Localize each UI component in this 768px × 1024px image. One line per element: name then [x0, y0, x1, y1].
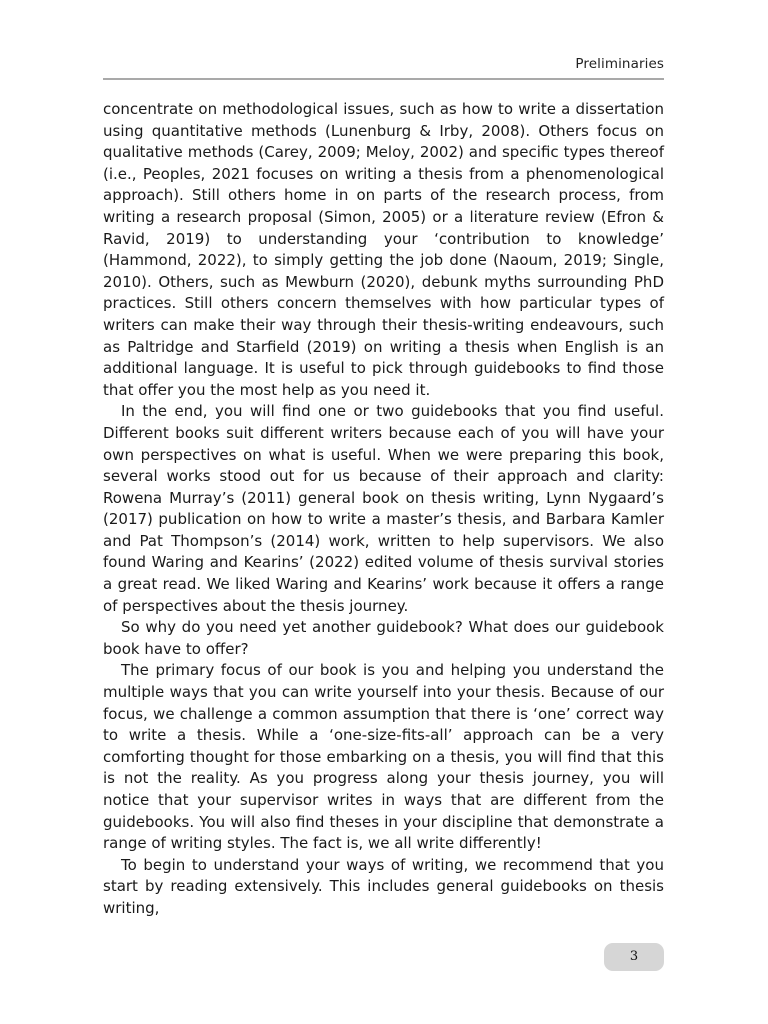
- paragraph-guidebooks: In the end, you will find one or two guidebooks that you find useful. Different books suit different writers because each of you will have your own perspectives on what is useful. When we were preparing this book, several works stood out for us because of their approach and clarity: Rowena Murray’s (2011) general book on thesis writing, Lynn Nygaard’s (2017) publication on how to write a master’s thesis, and Barbara Kamler and Pat Thompson’s (2014) work, written to help supervisors. We also found Waring and Kearins’ (2022) edited volume of thesis survival stories a great read. We liked Waring and Kearins’ work because it offers a range of perspectives about the thesis journey.: [103, 402, 664, 615]
- paragraph-primary-focus: The primary focus of our book is you and helping you understand the multiple ways that you can write yourself into your thesis. Because of our focus, we challenge a common assumption that there is ‘one’ correct way to write a thesis. While a ‘one-size-fits-all’ approach can be a very comforting thought for those embarking on a thesis, you will find that this is not the reality. As you progress along your thesis journey, you will notice that your supervisor writes in ways that are different from the guidebooks. You will also find theses in your discipline that demonstrate a range of writing styles. The fact is, we all write differently!: [103, 661, 664, 853]
- paragraph-reading: To begin to understand your ways of writing, we recommend that you start by reading extensively. This includes general guidebooks on thesis writing,: [103, 855, 664, 917]
- header-rule: [103, 78, 664, 80]
- page-number: 3: [604, 943, 664, 971]
- paragraph-continuation: concentrate on methodological issues, such as how to write a dissertation using quantitative methods (Lunenburg & Irby, 2008). Others focus on qualitative methods (Carey, 2009; Meloy, 2002) and specific types thereof (i.e., Peoples, 2021 focuses on writing a thesis from a phenomenological approach). Still others home in on parts of the research process, from writing a research proposal (Simon, 2005) or a literature review (Efron & Ravid, 2019) to understanding your ‘contribution to knowledge’ (Hammond, 2022), to simply getting the job done (Naoum, 2019; Single, 2010). Others, such as Mewburn (2020), debunk myths surrounding PhD practices. Still others concern themselves with how particular types of writers can make their way through their thesis-writing endeavours, such as Paltridge and Starfield (2019) on writing a thesis when English is an additional language. It is useful to pick through guidebooks to find those that offer you the most help as you need it.: [103, 100, 664, 399]
- paragraph-question: So why do you need yet another guidebook? What does our guidebook book have to offer?: [103, 618, 664, 658]
- body-text: [103, 99, 664, 920]
- running-head-title: Preliminaries: [575, 56, 664, 72]
